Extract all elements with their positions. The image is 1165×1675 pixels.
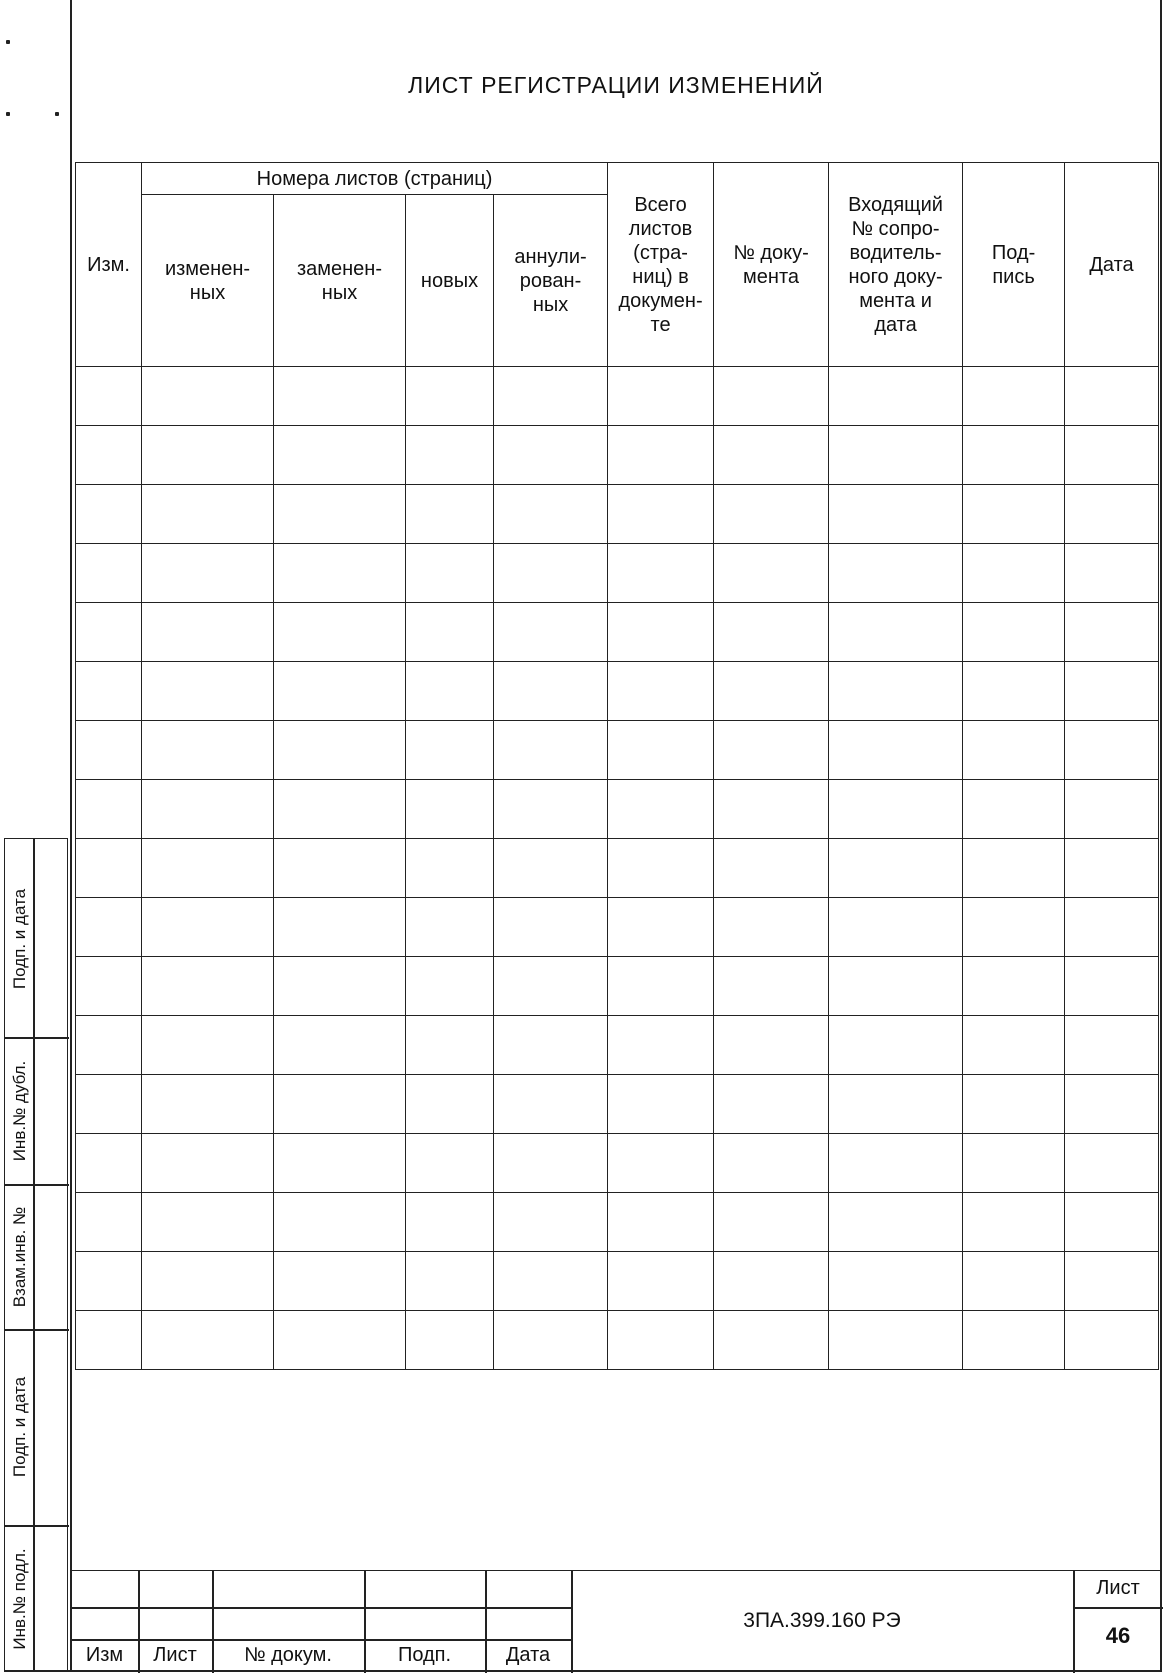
table-cell	[76, 1193, 142, 1252]
table-cell	[608, 1193, 714, 1252]
table-cell	[714, 485, 829, 544]
table-cell	[963, 1311, 1065, 1370]
table-cell	[1065, 1134, 1159, 1193]
header-replaced: заменен- ных	[274, 195, 406, 367]
header-izm: Изм.	[76, 163, 142, 367]
table-cell	[829, 1252, 963, 1311]
table-cell	[406, 1311, 494, 1370]
table-cell	[608, 1134, 714, 1193]
table-cell	[274, 426, 406, 485]
table-cell	[494, 721, 608, 780]
page-title: ЛИСТ РЕГИСТРАЦИИ ИЗМЕНЕНИЙ	[408, 72, 824, 98]
table-cell	[406, 1134, 494, 1193]
table-cell	[406, 485, 494, 544]
table-cell	[494, 1311, 608, 1370]
header-sheet-numbers: Номера листов (страниц)	[142, 163, 608, 195]
table-cell	[76, 1311, 142, 1370]
scan-mark	[6, 40, 10, 44]
table-row	[76, 1134, 1159, 1193]
table-cell	[76, 1252, 142, 1311]
table-cell	[406, 721, 494, 780]
table-cell	[608, 485, 714, 544]
table-cell	[274, 1252, 406, 1311]
table-cell	[1065, 1016, 1159, 1075]
stamp-list: Лист	[153, 1644, 197, 1666]
table-cell	[494, 544, 608, 603]
table-cell	[714, 839, 829, 898]
table-cell	[274, 1134, 406, 1193]
table-cell	[608, 1075, 714, 1134]
table-cell	[829, 1311, 963, 1370]
table-row	[76, 1075, 1159, 1134]
table-cell	[608, 367, 714, 426]
table-cell	[494, 662, 608, 721]
table-cell	[494, 603, 608, 662]
table-cell	[829, 1016, 963, 1075]
table-cell	[142, 1134, 274, 1193]
frame-left-border	[70, 0, 72, 1672]
table-cell	[76, 1134, 142, 1193]
table-row	[76, 544, 1159, 603]
table-cell	[494, 780, 608, 839]
table-cell	[714, 780, 829, 839]
table-row	[76, 839, 1159, 898]
table-cell	[608, 1016, 714, 1075]
table-cell	[274, 898, 406, 957]
document-designation: 3ПА.399.160 РЭ	[743, 1609, 901, 1632]
table-cell	[274, 1075, 406, 1134]
table-cell	[142, 367, 274, 426]
table-cell	[608, 1252, 714, 1311]
table-cell	[608, 662, 714, 721]
binding-strip	[4, 838, 68, 1672]
table-cell	[714, 898, 829, 957]
table-cell	[142, 544, 274, 603]
table-cell	[608, 839, 714, 898]
table-cell	[1065, 721, 1159, 780]
table-cell	[829, 780, 963, 839]
table-cell	[963, 426, 1065, 485]
table-row	[76, 780, 1159, 839]
table-cell	[274, 780, 406, 839]
sheet-label: Лист	[1096, 1577, 1140, 1599]
table-cell	[274, 1016, 406, 1075]
table-cell	[76, 721, 142, 780]
table-cell	[1065, 544, 1159, 603]
table-cell	[608, 957, 714, 1016]
table-row	[76, 721, 1159, 780]
table-cell	[406, 1193, 494, 1252]
strip-label-replace-inv: Взам.инв. №	[10, 1206, 29, 1308]
table-cell	[494, 426, 608, 485]
table-cell	[274, 485, 406, 544]
table-cell	[963, 1075, 1065, 1134]
table-cell	[714, 367, 829, 426]
header-document-number: № доку- мента	[714, 163, 829, 367]
table-cell	[963, 839, 1065, 898]
table-cell	[714, 1252, 829, 1311]
stamp-sign: Подп.	[397, 1644, 452, 1666]
table-cell	[494, 957, 608, 1016]
table-cell	[829, 662, 963, 721]
change-registration-table	[75, 162, 1159, 1370]
table-cell	[76, 898, 142, 957]
table-cell	[829, 1134, 963, 1193]
table-row	[76, 1252, 1159, 1311]
table-cell	[274, 721, 406, 780]
table-cell	[829, 544, 963, 603]
header-new: новых	[406, 195, 494, 367]
table-cell	[274, 603, 406, 662]
table-cell	[714, 544, 829, 603]
table-cell	[714, 1193, 829, 1252]
table-cell	[142, 426, 274, 485]
stamp-izm: Изм	[85, 1644, 124, 1666]
table-cell	[76, 1075, 142, 1134]
table-cell	[714, 1016, 829, 1075]
header-annulled: аннули- рован- ных	[494, 195, 608, 367]
table-cell	[1065, 1193, 1159, 1252]
header-date: Дата	[1065, 163, 1159, 367]
table-cell	[963, 1193, 1065, 1252]
table-cell	[76, 780, 142, 839]
table-cell	[963, 957, 1065, 1016]
table-cell	[494, 898, 608, 957]
table-cell	[1065, 898, 1159, 957]
table-cell	[142, 1311, 274, 1370]
scan-mark	[55, 112, 59, 116]
scan-mark	[6, 112, 10, 116]
table-row	[76, 603, 1159, 662]
table-cell	[714, 603, 829, 662]
table-cell	[963, 544, 1065, 603]
table-cell	[714, 1075, 829, 1134]
table-row	[76, 957, 1159, 1016]
table-cell	[608, 721, 714, 780]
table-cell	[494, 1252, 608, 1311]
table-cell	[76, 662, 142, 721]
table-row	[76, 485, 1159, 544]
table-cell	[714, 957, 829, 1016]
table-cell	[406, 780, 494, 839]
table-cell	[1065, 780, 1159, 839]
table-cell	[76, 603, 142, 662]
table-cell	[142, 898, 274, 957]
table-cell	[714, 1134, 829, 1193]
stamp-date: Дата	[505, 1644, 551, 1666]
table-cell	[714, 426, 829, 485]
strip-label-sign-date-2: Подп. и дата	[10, 1376, 29, 1478]
table-cell	[274, 544, 406, 603]
table-cell	[829, 957, 963, 1016]
table-cell	[76, 485, 142, 544]
table-cell	[829, 603, 963, 662]
table-cell	[494, 367, 608, 426]
frame-right-border	[1160, 0, 1162, 1672]
table-cell	[274, 1311, 406, 1370]
table-row	[76, 1016, 1159, 1075]
header-signature: Под- пись	[963, 163, 1065, 367]
table-cell	[406, 367, 494, 426]
table-row	[76, 898, 1159, 957]
table-cell	[494, 485, 608, 544]
table-cell	[274, 1193, 406, 1252]
table-cell	[142, 1075, 274, 1134]
table-row	[76, 367, 1159, 426]
table-cell	[608, 780, 714, 839]
table-cell	[142, 957, 274, 1016]
table-cell	[274, 662, 406, 721]
table-cell	[494, 1016, 608, 1075]
table-cell	[494, 839, 608, 898]
table-cell	[406, 1075, 494, 1134]
table-cell	[608, 544, 714, 603]
table-cell	[406, 839, 494, 898]
table-cell	[142, 1252, 274, 1311]
table-cell	[406, 603, 494, 662]
table-cell	[76, 957, 142, 1016]
table-cell	[142, 780, 274, 839]
table-cell	[829, 485, 963, 544]
table-cell	[829, 1193, 963, 1252]
table-cell	[1065, 1075, 1159, 1134]
table-cell	[76, 839, 142, 898]
table-cell	[494, 1193, 608, 1252]
table-cell	[1065, 603, 1159, 662]
table-cell	[142, 1193, 274, 1252]
table-cell	[76, 1016, 142, 1075]
table-cell	[1065, 426, 1159, 485]
table-cell	[142, 721, 274, 780]
table-row	[76, 426, 1159, 485]
sheet-number: 46	[1105, 1623, 1131, 1648]
table-cell	[406, 544, 494, 603]
table-cell	[1065, 957, 1159, 1016]
table-cell	[963, 1252, 1065, 1311]
table-cell	[142, 662, 274, 721]
table-row	[76, 662, 1159, 721]
table-row	[76, 1193, 1159, 1252]
title-block	[70, 1570, 1162, 1672]
table-cell	[608, 898, 714, 957]
header-changed: изменен- ных	[142, 195, 274, 367]
table-cell	[963, 721, 1065, 780]
table-cell	[963, 898, 1065, 957]
table-cell	[1065, 367, 1159, 426]
table-cell	[406, 957, 494, 1016]
table-cell	[829, 898, 963, 957]
stamp-docnum: № докум.	[244, 1644, 332, 1666]
table-cell	[608, 426, 714, 485]
table-cell	[829, 721, 963, 780]
table-cell	[714, 721, 829, 780]
table-cell	[963, 367, 1065, 426]
table-cell	[406, 662, 494, 721]
table-cell	[963, 780, 1065, 839]
table-cell	[494, 1134, 608, 1193]
table-cell	[274, 839, 406, 898]
table-cell	[714, 662, 829, 721]
table-cell	[963, 485, 1065, 544]
table-cell	[714, 1311, 829, 1370]
table-cell	[142, 485, 274, 544]
table-cell	[963, 1134, 1065, 1193]
table-cell	[494, 1075, 608, 1134]
table-cell	[76, 544, 142, 603]
table-cell	[1065, 1311, 1159, 1370]
table-cell	[142, 839, 274, 898]
table-cell	[963, 662, 1065, 721]
header-incoming-document: Входящий № сопро- водитель- ного доку- мента и дата	[829, 163, 963, 367]
table-cell	[406, 898, 494, 957]
table-cell	[76, 426, 142, 485]
table-cell	[406, 1016, 494, 1075]
table-cell	[274, 957, 406, 1016]
table-cell	[829, 839, 963, 898]
table-cell	[829, 426, 963, 485]
table-cell	[274, 367, 406, 426]
strip-label-dup-inv: Инв.№ дубл.	[10, 1060, 29, 1162]
table-cell	[76, 367, 142, 426]
strip-label-orig-inv: Инв.№ подл.	[10, 1548, 29, 1650]
table-cell	[1065, 1252, 1159, 1311]
table-row	[76, 1311, 1159, 1370]
table-cell	[1065, 485, 1159, 544]
table-cell	[1065, 839, 1159, 898]
table-cell	[1065, 662, 1159, 721]
table-cell	[406, 426, 494, 485]
table-cell	[963, 1016, 1065, 1075]
table-cell	[608, 603, 714, 662]
table-cell	[142, 1016, 274, 1075]
table-cell	[829, 1075, 963, 1134]
table-cell	[829, 367, 963, 426]
header-total-sheets: Всего листов (стра- ниц) в докумен- те	[608, 163, 714, 367]
table-cell	[142, 603, 274, 662]
table-cell	[608, 1311, 714, 1370]
table-cell	[963, 603, 1065, 662]
strip-label-sign-date: Подп. и дата	[10, 888, 29, 990]
table-cell	[406, 1252, 494, 1311]
